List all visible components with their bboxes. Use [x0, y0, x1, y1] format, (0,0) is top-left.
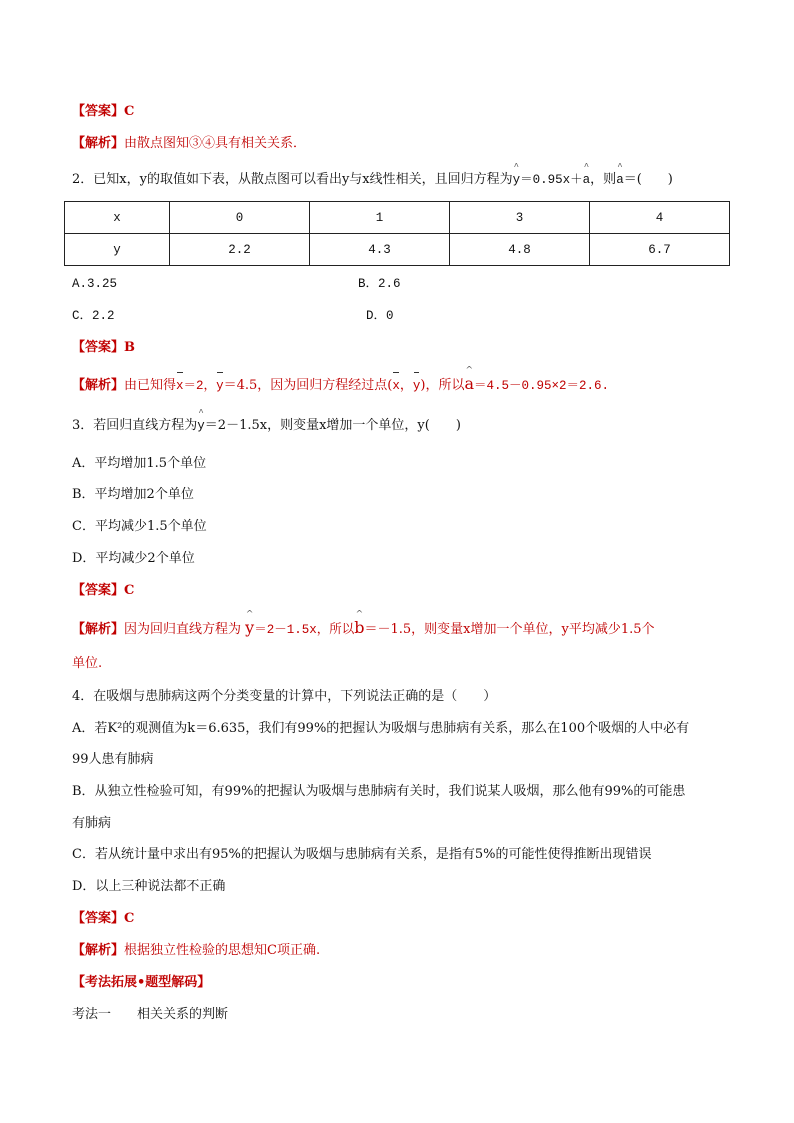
table-row-x [65, 202, 730, 234]
q3-stem: 3．若回归直线方程为^ y＝2－1.5x，则变量x增加一个单位，y( ) [72, 418, 461, 434]
point-y-bar: y [412, 379, 421, 393]
q2-option-b: B．2.6 [358, 277, 401, 291]
table-cell: 4 [590, 202, 730, 234]
table-cell: 3 [450, 202, 590, 234]
answer-value: C [124, 911, 135, 926]
answer-value: C [124, 583, 135, 598]
method-title: 相关关系的判断 [137, 1007, 229, 1022]
y-hat: ^ y [513, 172, 521, 188]
q4-option-b-line2: 有肺病 [72, 816, 112, 831]
q2-option-d: D．0 [366, 309, 394, 323]
q4-option-a-line2: 99人患有肺病 [72, 752, 154, 767]
q3-analysis-line: 【解析】因为回归直线方程为 ^ y＝2－1.5x，所以^ b＝－1.5，则变量x增加一个单位，y平均减少1.5个 [72, 620, 655, 638]
q3-analysis-line-2: 单位. [72, 656, 103, 671]
method-line [72, 1007, 228, 1023]
point-x-bar: x [392, 379, 400, 393]
y-hat: ^ y [197, 418, 205, 434]
q1-analysis-line [72, 136, 306, 152]
method-label: 考法一 [72, 1007, 112, 1022]
q2-option-a: A.3.25 [72, 277, 118, 291]
a-hat: ^ a [583, 172, 591, 188]
q3-option-a: A．平均增加1.5个单位 [72, 456, 207, 471]
analysis-tag: 【解析】 [72, 622, 125, 637]
q4-option-d: D．以上三种说法都不正确 [72, 879, 226, 894]
table-cell: 1 [310, 202, 450, 234]
analysis-tag: 【解析】 [72, 378, 125, 393]
y-hat-glyph: ^ y [245, 620, 254, 636]
x-bar: x [176, 379, 184, 393]
table-cell: 2.2 [170, 234, 310, 266]
table-cell: 6.7 [590, 234, 730, 266]
xy-table [64, 201, 730, 266]
b-hat-glyph: ^ b [354, 620, 364, 636]
q2-answer-line [72, 340, 135, 356]
answer-value: C [124, 104, 135, 119]
analysis-tag: 【解析】 [72, 943, 125, 958]
table-cell: 4.8 [450, 234, 590, 266]
q2-analysis-line: 【解析】由已知得x＝2，y＝4.5，因为回归方程经过点(x，y)，所以^ a＝4.5－0.95×2＝2.6. [72, 376, 609, 394]
analysis-text: 由散点图知③④具有相关关系． [124, 136, 307, 151]
analysis-tag: 【解析】 [72, 136, 125, 151]
table-header-x: x [65, 202, 170, 234]
a-hat-blank: ^ a [616, 172, 624, 188]
q3-option-d: D．平均减少2个单位 [72, 551, 195, 566]
table-row-y [65, 234, 730, 266]
q4-analysis-line [72, 943, 320, 959]
table-cell: 4.3 [310, 234, 450, 266]
section-heading: 【考法拓展•题型解码】 [72, 975, 211, 990]
answer-tag: 【答案】 [72, 583, 125, 598]
q4-option-c: C．若从统计量中求出有95%的把握认为吸烟与患肺病有关系，是指有5%的可能性使得推断出现错误 [72, 847, 652, 862]
table-header-y: y [65, 234, 170, 266]
a-hat-glyph: ^ a [464, 376, 474, 392]
q4-option-a-line1: A．若K²的观测值为k＝6.635，我们有99%的把握认为吸烟与患肺病有关系，那么在100个吸烟的人中必有 [72, 721, 690, 736]
q3-option-b: B．平均增加2个单位 [72, 487, 194, 502]
q4-stem: 4．在吸烟与患肺病这两个分类变量的计算中，下列说法正确的是（ ） [72, 689, 497, 704]
q3-option-c: C．平均减少1.5个单位 [72, 519, 207, 534]
q2-stem: 2．已知x，y的取值如下表，从散点图可以看出y与x线性相关，且回归方程为^ y＝0.95x＋^ a，则^ a＝( ) [72, 172, 673, 188]
answer-tag: 【答案】 [72, 340, 125, 355]
answer-tag: 【答案】 [72, 911, 125, 926]
q1-answer-line [72, 104, 134, 120]
q4-option-b-line1: B．从独立性检验可知，有99%的把握认为吸烟与患肺病有关时，我们说某人吸烟，那么他有99%的可能患 [72, 784, 686, 799]
q3-answer-line [72, 583, 134, 599]
q2-option-c: C．2.2 [72, 309, 115, 323]
table-cell: 0 [170, 202, 310, 234]
answer-value: B [124, 340, 136, 355]
analysis-text: 根据独立性检验的思想知C项正确. [124, 943, 321, 958]
y-bar: y [216, 379, 224, 393]
answer-tag: 【答案】 [72, 104, 125, 119]
q4-answer-line [72, 911, 134, 927]
